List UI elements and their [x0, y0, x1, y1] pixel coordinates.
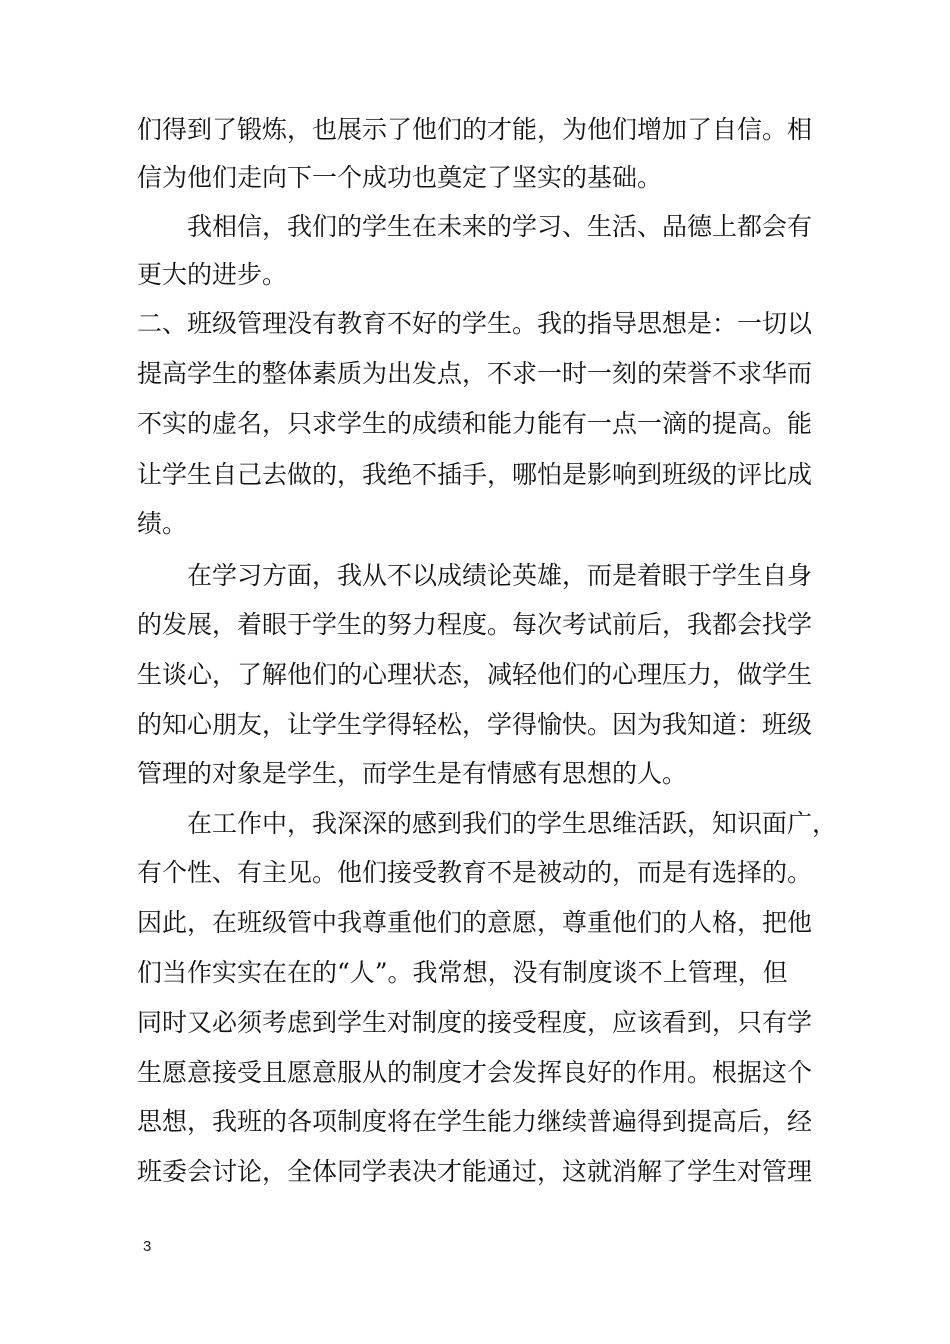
- text-line: 在学习方面，我从不以成绩论英雄，而是着眼于学生自身: [187, 561, 813, 590]
- text-line: 让学生自己去做的，我绝不插手，哪怕是影响到班级的评比成: [137, 460, 813, 489]
- text-line: 不实的虚名，只求学生的成绩和能力能有一点一滴的提高。能: [137, 409, 813, 438]
- page-number: 3: [143, 1238, 152, 1255]
- text-line: 更大的进步。: [137, 260, 288, 289]
- text-line: 生谈心，了解他们的心理状态，减轻他们的心理压力，做学生: [137, 660, 813, 689]
- text-line: 的知心朋友，让学生学得轻松，学得愉快。因为我知道：班级: [137, 710, 813, 739]
- text-line: 提高学生的整体素质为出发点，不求一时一刻的荣誉不求华而: [137, 359, 813, 388]
- text-line: 在工作中，我深深的感到我们的学生思维活跃，知识面广，: [187, 809, 838, 838]
- text-line: 的发展，着眼于学生的努力程度。每次考试前后，我都会找学: [137, 610, 813, 639]
- text-line: 思想，我班的各项制度将在学生能力继续普遍得到提高后，经: [137, 1107, 813, 1136]
- text-line: 们得到了锻炼，也展示了他们的才能，为他们增加了自信。相: [137, 115, 813, 144]
- text-line: 同时又必须考虑到学生对制度的接受程度，应该看到，只有学: [137, 1008, 813, 1037]
- text-line: 班委会讨论，全体同学表决才能通过，这就消解了学生对管理: [137, 1157, 813, 1186]
- text-line: 生愿意接受且愿意服从的制度才会发挥良好的作用。根据这个: [137, 1058, 813, 1087]
- text-line: 管理的对象是学生，而学生是有情感有思想的人。: [137, 759, 688, 788]
- text-line: 绩。: [137, 509, 188, 538]
- text-line: 我相信，我们的学生在未来的学习、生活、品德上都会有: [187, 212, 813, 241]
- text-line: 因此，在班级管中我尊重他们的意愿，尊重他们的人格，把他: [137, 908, 813, 937]
- text-line: 信为他们走向下一个成功也奠定了坚实的基础。: [137, 163, 663, 192]
- text-line: 二、班级管理没有教育不好的学生。我的指导思想是：一切以: [137, 309, 813, 338]
- text-line: 有个性、有主见。他们接受教育不是被动的，而是有选择的。: [137, 858, 813, 887]
- text-line: 们当作实实在在的“人”。我常想，没有制度谈不上管理，但: [137, 958, 788, 987]
